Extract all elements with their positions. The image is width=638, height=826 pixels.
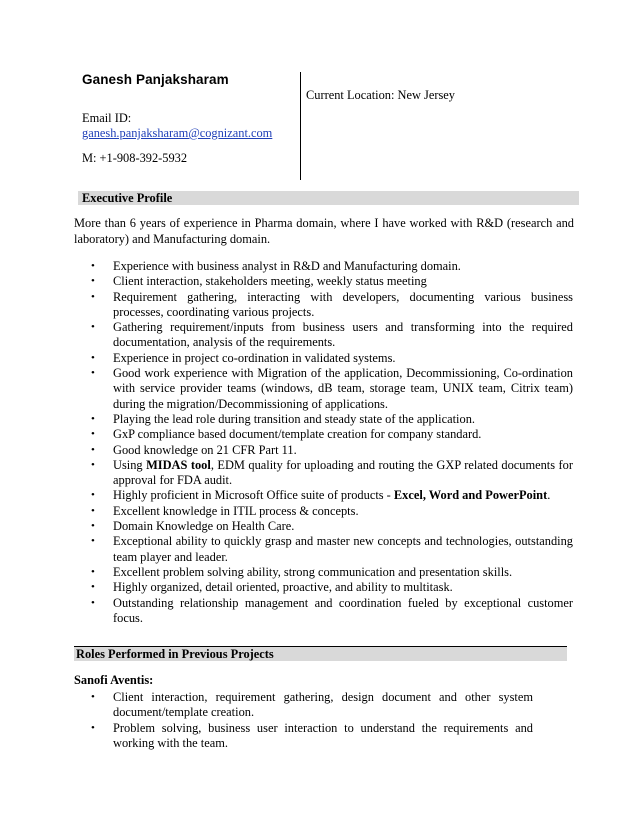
list-item-text: Good knowledge on 21 CFR Part 11. — [113, 442, 297, 457]
list-item-text: Client interaction, stakeholders meeting, weekly status meeting — [113, 274, 427, 289]
roles-heading: Roles Performed in Previous Projects — [74, 646, 567, 661]
list-item — [91, 289, 573, 321]
list-item-text: Using — [113, 457, 147, 472]
list-item-text: Experience in project co-ordination in validated systems. — [113, 350, 396, 365]
list-item — [91, 519, 573, 534]
executive-profile-heading: Executive Profile — [78, 191, 579, 205]
bullet-icon: • — [91, 367, 95, 380]
list-item-text: GxP compliance based document/template creation for company standard. — [113, 427, 482, 442]
executive-profile-list — [91, 259, 573, 626]
email-label: Email ID: — [82, 111, 132, 125]
bullet-icon: • — [91, 565, 95, 578]
list-item — [91, 564, 573, 580]
company-name: Sanofi Aventis: — [74, 673, 154, 687]
bullet-icon: • — [91, 504, 95, 517]
list-item — [91, 320, 573, 351]
list-item-emphasis: MIDAS tool — [146, 457, 211, 472]
bullet-icon: • — [91, 351, 95, 364]
list-item — [91, 690, 533, 721]
list-item-emphasis: Excel, Word and PowerPoint — [393, 488, 548, 503]
email-link[interactable]: ganesh.panjaksharam@cognizant.com — [82, 126, 273, 140]
list-item — [91, 720, 533, 752]
list-item-text: Excellent knowledge in ITIL process & concepts. — [113, 503, 359, 518]
current-location: Current Location: New Jersey — [306, 88, 455, 102]
list-item — [91, 580, 573, 595]
bullet-icon: • — [91, 428, 95, 441]
list-item — [91, 411, 573, 427]
list-item-text: , EDM quality for uploading and routing the GXP related documents for approval for FDA audit. — [113, 457, 573, 488]
bullet-icon: • — [91, 260, 95, 272]
header-divider — [300, 72, 301, 180]
list-item — [91, 488, 573, 503]
roles-list — [91, 690, 533, 751]
list-item — [91, 350, 573, 366]
executive-summary: More than 6 years of experience in Pharma domain, where I have worked with R&D (research and laboratory) and Manufacturing domain. — [74, 216, 574, 246]
list-item-text: Good work experience with Migration of the application, Decommissioning, Co-ordination with service provider teams (windows, dB team, storage team, UNIX team, Citrix team) during the migration/Decommissioning of applications. — [113, 366, 573, 411]
list-item — [91, 595, 573, 627]
list-item-text: Excellent problem solving ability, strong communication and presentation skills. — [113, 564, 513, 579]
bullet-icon: • — [91, 290, 95, 303]
phone-number: M: +1-908-392-5932 — [82, 151, 188, 165]
bullet-icon: • — [91, 691, 95, 703]
list-item-text: Highly proficient in Microsoft Office suite of products - — [113, 488, 394, 503]
list-item-text: Highly organized, detail oriented, proactive, and ability to multitask. — [113, 580, 453, 595]
list-item-text: Playing the lead role during transition and steady state of the application. — [113, 411, 475, 426]
bullet-icon: • — [91, 721, 95, 734]
list-item — [91, 274, 573, 289]
list-item-text: Domain Knowledge on Health Care. — [113, 519, 295, 534]
list-item — [91, 259, 573, 274]
bullet-icon: • — [91, 596, 95, 609]
list-item-text: Client interaction, requirement gathering, design document and other system document/template creation. — [113, 690, 533, 720]
list-item-text: Problem solving, business user interaction to understand the requirements and working with the team. — [113, 720, 533, 750]
list-item-text: Experience with business analyst in R&D and Manufacturing domain. — [113, 259, 461, 273]
bullet-icon: • — [91, 458, 95, 471]
bullet-icon: • — [91, 520, 95, 533]
bullet-icon: • — [91, 321, 95, 334]
candidate-name: Ganesh Panjaksharam — [82, 72, 229, 87]
list-item-text: . — [547, 488, 551, 503]
list-item — [91, 503, 573, 519]
bullet-icon: • — [91, 412, 95, 425]
list-item-text: Requirement gathering, interacting with developers, documenting various business processes, coordinating various projects. — [113, 289, 573, 319]
bullet-icon: • — [91, 443, 95, 456]
list-item-text: Outstanding relationship management and coordination fueled by exceptional customer focus. — [113, 595, 573, 625]
bullet-icon: • — [91, 535, 95, 548]
list-item — [91, 457, 573, 489]
list-item-text: Exceptional ability to quickly grasp and master new concepts and technologies, outstanding team player and leader. — [113, 534, 573, 564]
list-item — [91, 366, 573, 412]
bullet-icon: • — [91, 581, 95, 594]
list-item — [91, 442, 573, 458]
bullet-icon: • — [91, 275, 95, 288]
list-item — [91, 534, 573, 565]
list-item-text: Gathering requirement/inputs from business users and transforming into the required documentation, analysis of the requirements. — [113, 320, 573, 350]
list-item — [91, 427, 573, 442]
bullet-icon: • — [91, 489, 95, 502]
